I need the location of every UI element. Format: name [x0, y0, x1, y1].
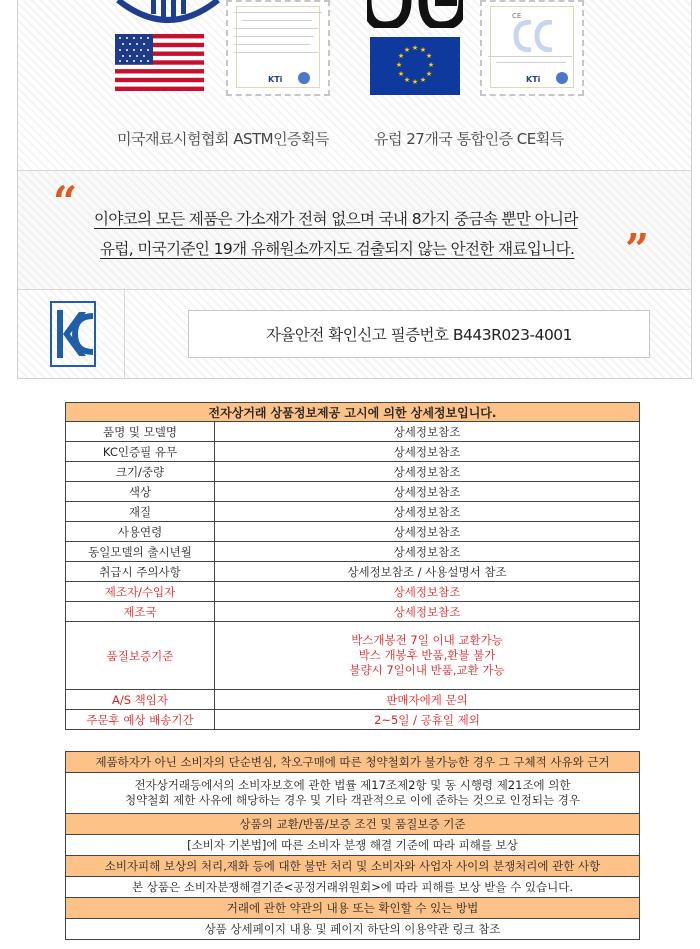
- row-value: 2~5일 / 공휴일 제외: [215, 710, 640, 730]
- kti-logo: KTi: [526, 75, 541, 84]
- table-row: [66, 773, 640, 814]
- table-row: [66, 442, 640, 462]
- row-label: 크기/중량: [66, 462, 215, 482]
- certification-panel: [17, 0, 692, 379]
- seal-icon: [298, 72, 310, 84]
- svg-text:★: ★: [397, 70, 405, 78]
- svg-text:★: ★: [395, 61, 403, 69]
- table-row: [66, 752, 640, 773]
- row-label: 동일모델의 출시년월: [66, 542, 215, 562]
- svg-text:★: ★: [411, 78, 419, 86]
- row-label: 품질보증기준: [66, 622, 215, 690]
- svg-text:★: ★: [425, 70, 433, 78]
- certification-images: [18, 0, 691, 170]
- table-row: [66, 710, 640, 730]
- table-title: 전자상거래 상품정보제공 고시에 의한 상세정보입니다.: [66, 403, 640, 422]
- seal-icon: [556, 72, 568, 84]
- row-value: 상세정보참조: [215, 522, 640, 542]
- svg-text:★: ★: [419, 46, 427, 54]
- table-row: [66, 542, 640, 562]
- row-label: 사용연령: [66, 522, 215, 542]
- row-label: A/S 책임자: [66, 690, 215, 710]
- astm-caption: 미국재료시험협회 ASTM인증획득: [117, 130, 330, 148]
- eu-flag-icon: [370, 37, 460, 95]
- row-value: 상세정보참조: [215, 482, 640, 502]
- row-value: 상세정보참조 / 사용설명서 참조: [215, 562, 640, 582]
- policy-text: 상품 상세페이지 내용 및 페이지 하단의 이용약관 링크 참조: [66, 919, 640, 940]
- svg-text:★: ★: [411, 44, 419, 52]
- table-row: [66, 835, 640, 856]
- svg-text:★: ★: [397, 52, 405, 60]
- open-quote-icon: “: [53, 177, 78, 226]
- table-row: [66, 462, 640, 482]
- policy-text: [66, 773, 640, 814]
- row-label: 품명 및 모델명: [66, 422, 215, 442]
- policy-heading: 상품의 교환/반품/보증 조건 및 품질보증 기준: [66, 814, 640, 835]
- row-label: KC인증필 유무: [66, 442, 215, 462]
- warranty-line: 박스 개봉후 반품,환불 불가: [358, 648, 496, 662]
- ce-mark-icon: [367, 0, 463, 28]
- table-row: [66, 919, 640, 940]
- row-label: 색상: [66, 482, 215, 502]
- warranty-line: 불량시 7일이내 반품,교환 가능: [349, 663, 505, 677]
- policy-text: 본 상품은 소비자분쟁해결기준<공정거래위원회>에 따라 피해를 보상 받을 수 있습니다.: [66, 877, 640, 898]
- astm-logo-icon: [113, 0, 223, 26]
- ce-caption: 유럽 27개국 통합인증 CE획득: [374, 130, 564, 148]
- row-value: 판매자에게 문의: [215, 690, 640, 710]
- row-label: 취급시 주의사항: [66, 562, 215, 582]
- svg-text:★: ★: [403, 76, 411, 84]
- row-value: 상세정보참조: [215, 602, 640, 622]
- policy-heading: 거래에 관한 약관의 내용 또는 확인할 수 있는 방법: [66, 898, 640, 919]
- astm-certificate-icon: [226, 0, 330, 96]
- warranty-value: [215, 622, 640, 690]
- policy-line: 청약철회 제한 사유에 해당하는 경우 및 기타 객관적으로 이에 준하는 것으로 인정되는 경우: [125, 793, 580, 807]
- table-row: [66, 562, 640, 582]
- row-value: 상세정보참조: [215, 542, 640, 562]
- svg-text:★: ★: [419, 76, 427, 84]
- table-row: [66, 898, 640, 919]
- row-value: 상세정보참조: [215, 422, 640, 442]
- row-value: 상세정보참조: [215, 502, 640, 522]
- refund-policy-table: [65, 751, 640, 940]
- close-quote-icon: ”: [625, 225, 650, 274]
- table-row: [66, 582, 640, 602]
- table-row: [66, 622, 640, 690]
- policy-heading: 제품하자가 아닌 소비자의 단순변심, 착오구매에 따른 청약철회가 불가능한 경우 그 구체적 사유와 근거: [66, 752, 640, 773]
- table-row: [66, 422, 640, 442]
- kc-mark-icon: [49, 300, 97, 368]
- kc-certification: [18, 288, 691, 378]
- policy-heading: 소비자피해 보상의 처리,재화 등에 대한 불만 처리 및 소비자와 사업자 사이의 분쟁처리에 관한 사항: [66, 856, 640, 877]
- warranty-line: 박스개봉전 7일 이내 교환가능: [351, 633, 503, 647]
- policy-line: 전자상거래등에서의 소비자보호에 관한 법률 제17조제2항 및 동 시행령 제21조에 의한: [134, 778, 571, 792]
- table-row: [66, 690, 640, 710]
- row-label: 주문후 예상 배송기간: [66, 710, 215, 730]
- table-header-row: [66, 403, 640, 422]
- table-row: [66, 522, 640, 542]
- row-value: 상세정보참조: [215, 462, 640, 482]
- policy-text: [소비자 기본법]에 따른 소비자 분쟁 해결 기준에 따라 피해를 보상: [66, 835, 640, 856]
- quote-line-2: 유럽, 미국기준인 19개 유해원소까지도 검출되지 않는 안전한 재료입니다.: [100, 240, 575, 258]
- row-label: 재질: [66, 502, 215, 522]
- svg-text:★: ★: [403, 46, 411, 54]
- row-label: 제조국: [66, 602, 215, 622]
- svg-text:★: ★: [425, 52, 433, 60]
- row-value: 상세정보참조: [215, 442, 640, 462]
- table-row: [66, 877, 640, 898]
- table-row: [66, 856, 640, 877]
- table-row: [66, 502, 640, 522]
- ce-watermark-icon: [512, 20, 556, 52]
- table-row: [66, 602, 640, 622]
- kc-certificate-number: 자율안전 확인신고 필증번호 B443R023-4001: [188, 310, 650, 358]
- quote-line-1: 이야코의 모든 제품은 가소재가 전혀 없으며 국내 8가지 중금속 뿐만 아니라: [94, 210, 578, 228]
- us-flag-icon: [115, 34, 204, 91]
- row-value: 상세정보참조: [215, 582, 640, 602]
- ce-certificate-icon: CE KTi: [480, 0, 584, 96]
- product-info-table: [65, 402, 640, 730]
- table-row: [66, 482, 640, 502]
- svg-text:★: ★: [427, 61, 435, 69]
- row-label: 제조자/수입자: [66, 582, 215, 602]
- safety-quote: [18, 170, 691, 290]
- kti-logo: KTi: [268, 75, 283, 84]
- table-row: [66, 814, 640, 835]
